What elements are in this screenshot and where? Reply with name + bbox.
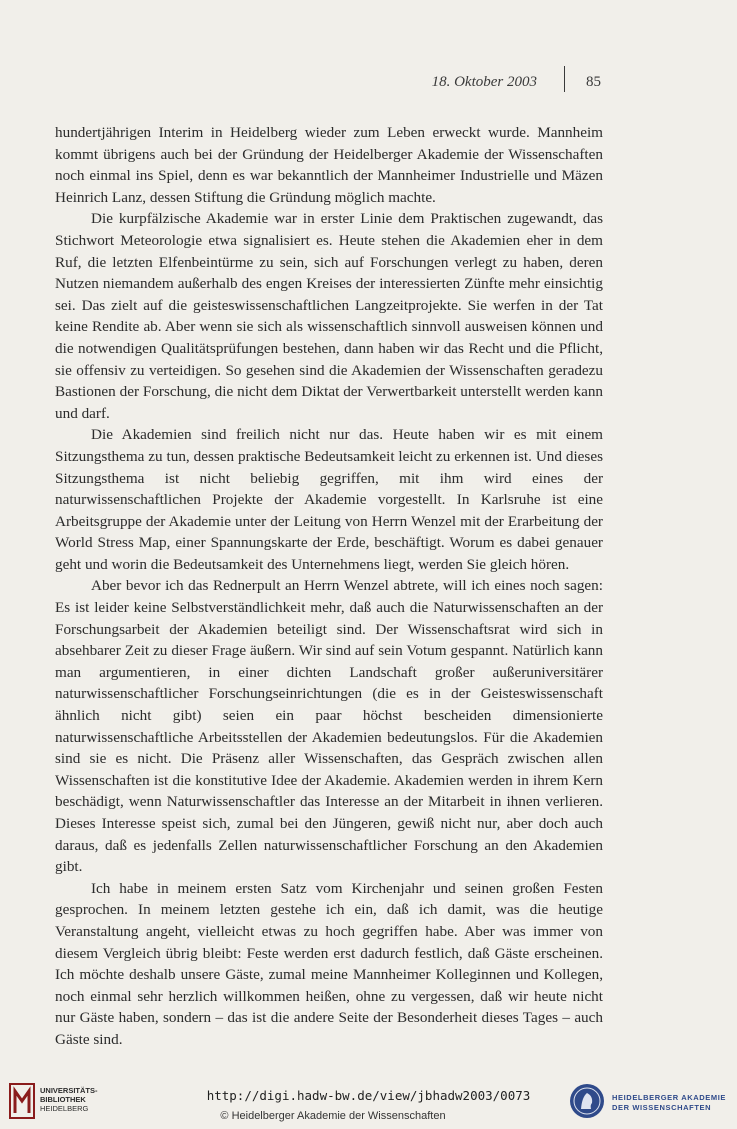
hadw-seal-icon bbox=[569, 1083, 605, 1119]
page-number: 85 bbox=[586, 74, 601, 90]
academy-name-line: DER WISSENSCHAFTEN bbox=[612, 1103, 712, 1112]
copyright-notice: © Heidelberger Akademie der Wissenschaften bbox=[220, 1110, 446, 1122]
paragraph: Ich habe in meinem ersten Satz vom Kirchenjahr und seinen großen Festen gesprochen. In meinem letzten gestehe ich ein, daß ich damit, was die heutige Veranstaltung angeht, vielleicht etwas zu hoch gegriffen habe. Aber was immer von diesem Vergleich übrig bleibt: Feste werden erst dadurch festlich, daß Gäste erscheinen. Ich möchte deshalb unsere Gäste, zumal meine Mannheimer Kolleginnen und Kollegen, noch einmal sehr herzlich willkommen heißen, ohne zu vergessen, daß wir heute nicht nur Gäste haben, sondern – das ist die andere Seite der Besonderheit dieses Tages – auch Gäste sind. bbox=[55, 879, 603, 1048]
library-name-line: HEIDELBERG bbox=[40, 1104, 89, 1113]
paragraph: hundertjährigen Interim in Heidelberg wieder zum Leben erweckt wurde. Mannheim kommt übrigens auch bei der Gründung der Heidelberger Akademie der Wissenschaften noch einmal ins Spiel, denn es war bekanntlich der Mannheimer Industrielle und Mäzen Heinrich Lanz, dessen Stiftung die Gründung möglich machte. bbox=[55, 124, 603, 206]
paragraph: Die Akademien sind freilich nicht nur das. Heute haben wir es mit einem Sitzungsthema zu tun, dessen praktische Bedeutsamkeit leicht zu erkennen ist. Und dieses Sitzungsthema ist nicht beliebig gegriffen, mit ihm wird eines der naturwissenschaftlichen Projekte der Akademie vorgestellt. In Karlsruhe ist eine Arbeitsgruppe der Akademie unter der Leitung von Herrn Wenzel mit der Erarbeitung der World Stress Map, einer Spannungskarte der Erde, beschäftigt. Worum es dabei genauer geht und worin die Bedeutsamkeit des Unternehmens liegt, werden Sie gleich hören. bbox=[55, 426, 603, 573]
paragraph: Aber bevor ich das Rednerpult an Herrn Wenzel abtrete, will ich eines noch sagen: Es ist leider keine Selbstverständlichkeit mehr, daß auch die Naturwissenschaften an der Forschungsarbeit der Akademien beteiligt sind. Der Wissenschaftsrat wird sich in absehbarer Zeit zu dieser Frage äußern. Wir sind auf sein Votum gespannt. Natürlich kann man argumentieren, in einer dichten Landschaft großer außeruniversitärer naturwissenschaftlicher Forschungseinrichtungen (die es in der Geisteswissenschaft ähnlich nicht gibt) seien ein paar höchst bescheiden dimensionierte naturwissenschaftliche Arbeitsstellen der Akademien bedeutungslos. Für die Akademien sind sie es nicht. Die Präsenz aller Wissenschaften, das Gespräch zwischen allen Wissenschaften ist die konstitutive Idee der Akademie. Akademien werden in ihrem Kern beschädigt, wenn Naturwissenschaftler das Interesse an der Mitarbeit in ihnen verlieren. Dieses Interesse speist sich, zumal bei den Jüngeren, gewiß nicht nur, aber doch auch daraus, daß es jedenfalls Zellen naturwissenschaftlicher Forschung an den Akademien gibt. bbox=[55, 577, 603, 876]
body-text bbox=[55, 122, 603, 1051]
source-url-link[interactable]: http://digi.hadw-bw.de/view/jbhadw2003/0073 bbox=[206, 1088, 531, 1103]
running-head bbox=[0, 72, 737, 96]
academy-name-line: HEIDELBERGER AKADEMIE bbox=[612, 1093, 726, 1102]
header-date: 18. Oktober 2003 bbox=[431, 74, 537, 90]
paragraph: Die kurpfälzische Akademie war in erster Linie dem Praktischen zugewandt, das Stichwort Meteorologie etwa signalisiert es. Heute stehen die Akademien eher in dem Ruf, die letzten Elfenbeintürme zu sein, sich auf Forschungen verlegt zu haben, deren Nutzen niemandem außerhalb des engen Kreises der interessierten Zünfte mehr einsichtig sei. Das zielt auf die geisteswissenschaftlichen Langzeitprojekte. Sie werfen in der Tat keine Rendite ab. Aber wenn sie sich als wissenschaftlich sinnvoll ausweisen können und die notwendigen Qualitätsprüfungen bestehen, dann haben wir das Recht und die Pflicht, sie offensiv zu verteidigen. So gesehen sind die Akademien der Wissenschaften geradezu Bastionen der Forschung, die nicht dem Diktat der Verwertbarkeit unterstellt werden kann und darf. bbox=[55, 210, 603, 422]
library-name-line: UNIVERSITÄTS- bbox=[40, 1086, 98, 1095]
header-divider bbox=[564, 66, 565, 92]
library-name-line: BIBLIOTHEK bbox=[40, 1095, 86, 1104]
academy-name bbox=[612, 1093, 726, 1113]
footer bbox=[0, 1076, 737, 1129]
